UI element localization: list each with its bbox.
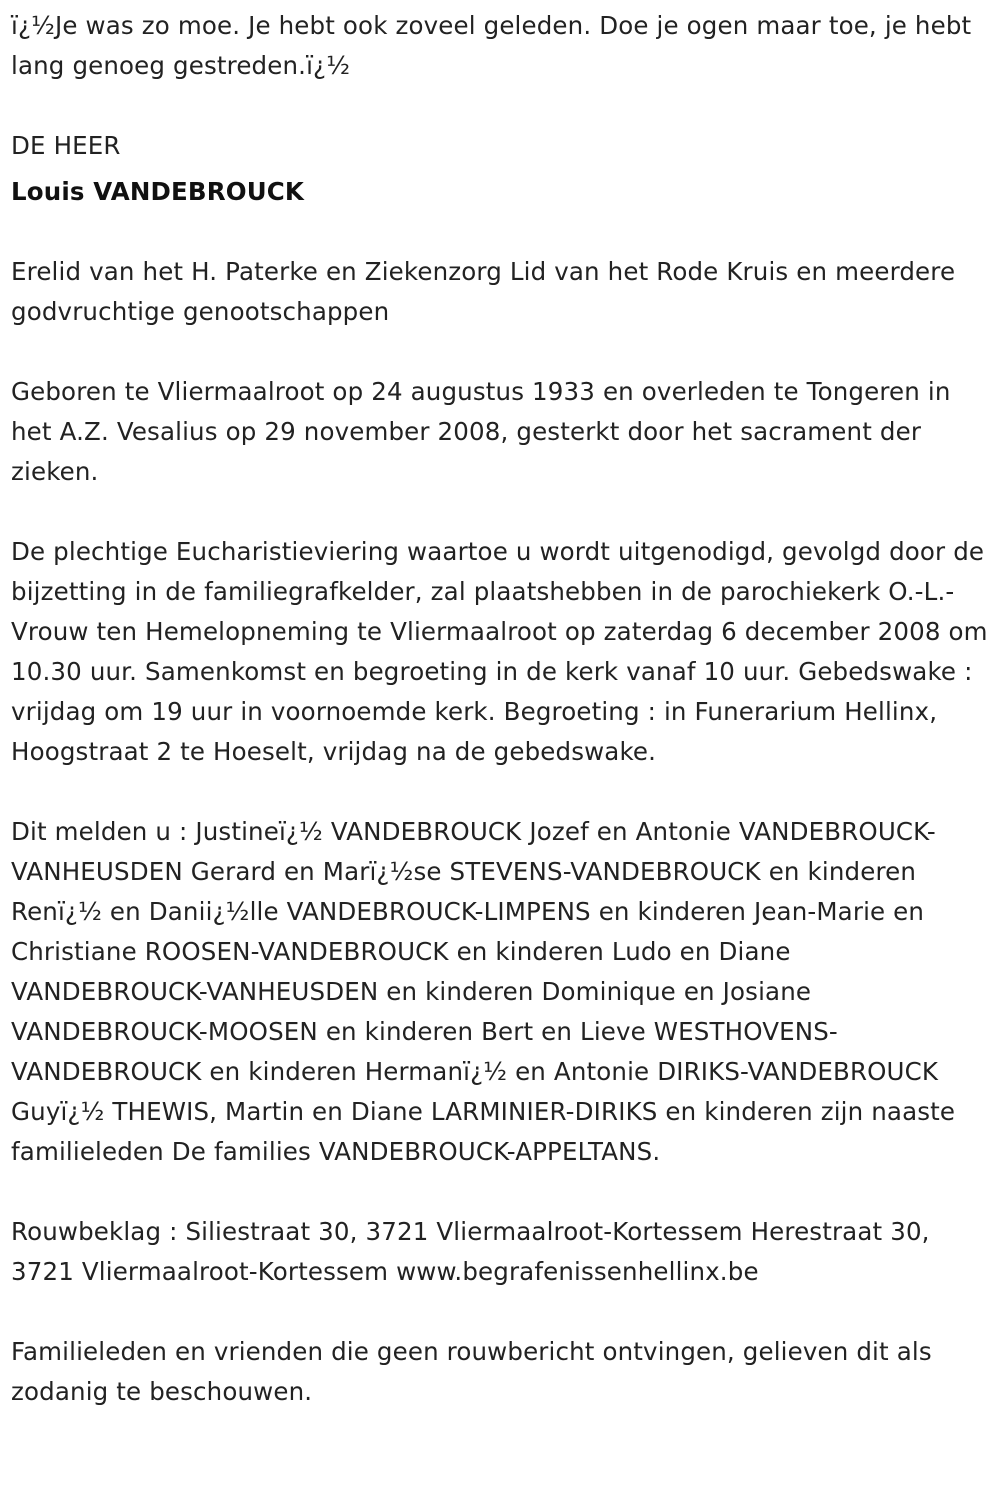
closing-note-paragraph: Familieleden en vrienden die geen rouwbericht ontvingen, gelieven dit als zodanig te beschouwen. [11,1337,932,1406]
honorific: DE HEER [11,131,121,160]
condolence-address-paragraph: Rouwbeklag : Siliestraat 30, 3721 Vliermaalroot-Kortessem Herestraat 30, 3721 Vliermaalroot-Kortessem www.begrafenissenhellinx.be [11,1217,930,1286]
deceased-title-block [11,120,992,212]
birth-death-paragraph: Geboren te Vliermaalroot op 24 augustus 1933 en overleden te Tongeren in het A.Z. Vesalius op 29 november 2008, gesterkt door het sacrament der zieken. [11,377,951,486]
deceased-name: Louis VANDEBROUCK [11,177,305,206]
ceremony-paragraph: De plechtige Eucharistieviering waartoe u wordt uitgenodigd, gevolgd door de bijzetting in de familiegrafkelder, zal plaatshebben in de parochiekerk O.-L.-Vrouw ten Hemelopneming te Vliermaalroot op zaterdag 6 december 2008 om 10.30 uur. Samenkomst en begroeting in de kerk vanaf 10 uur. Gebedswake : vrijdag om 19 uur in voornoemde kerk. Begroeting : in Funerarium Hellinx, Hoogstraat 2 te Hoeselt, vrijdag na de gebedswake. [11,537,988,766]
memberships-paragraph: Erelid van het H. Paterke en Ziekenzorg Lid van het Rode Kruis en meerdere godvruchtige genootschappen [11,257,956,326]
family-paragraph: Dit melden u : Justineï¿½ VANDEBROUCK Jozef en Antonie VANDEBROUCK-VANHEUSDEN Gerard en Marï¿½se STEVENS-VANDEBROUCK en kinderen Renï¿½ en Danii¿½lle VANDEBROUCK-LIMPENS en kinderen Jean-Marie en Christiane ROOSEN-VANDEBROUCK en kinderen Ludo en Diane VANDEBROUCK-VANHEUSDEN en kinderen Dominique en Josiane VANDEBROUCK-MOOSEN en kinderen Bert en Lieve WESTHOVENS-VANDEBROUCK en kinderen Hermanï¿½ en Antonie DIRIKS-VANDEBROUCK Guyï¿½ THEWIS, Martin en Diane LARMINIER-DIRIKS en kinderen zijn naaste familieleden De families VANDEBROUCK-APPELTANS. [11,817,956,1166]
opening-quote: ï¿½Je was zo moe. Je hebt ook zoveel geleden. Doe je ogen maar toe, je hebt lang genoeg gestreden.ï¿½ [11,11,972,80]
